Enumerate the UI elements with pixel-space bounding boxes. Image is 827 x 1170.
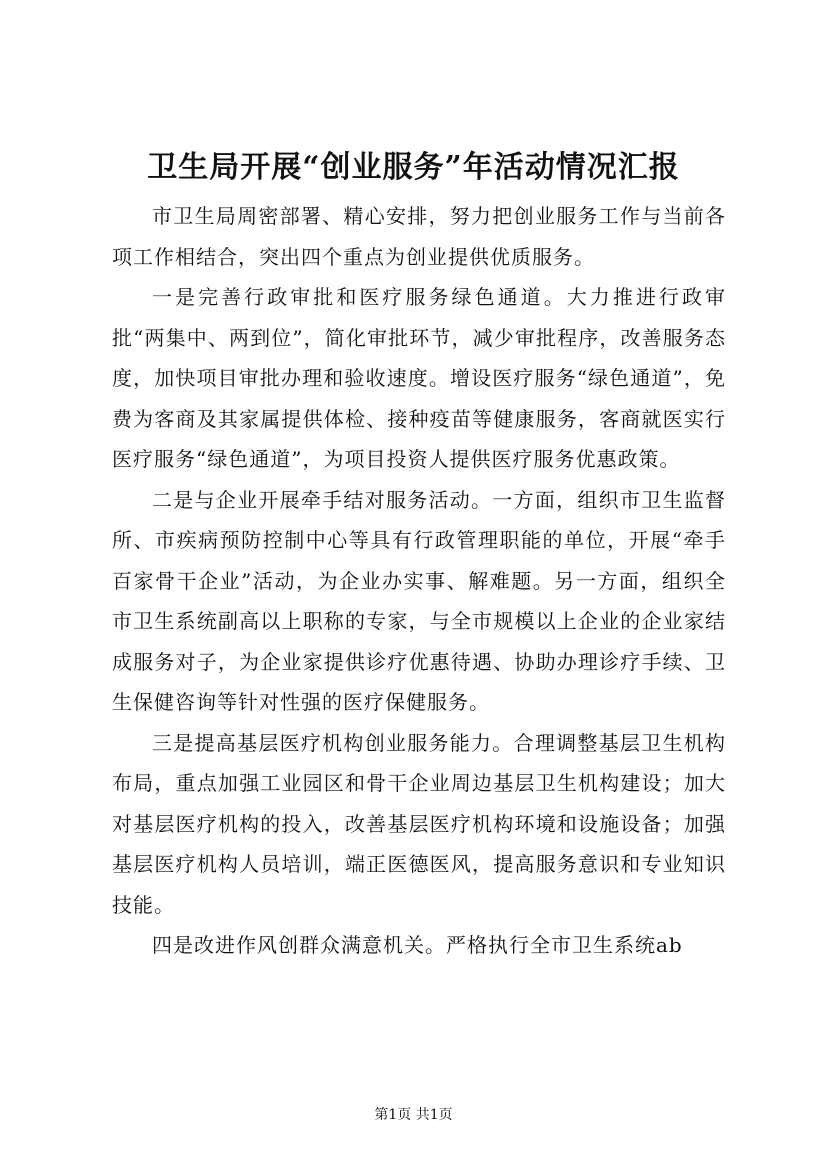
paragraph-point-two: 二是与企业开展牵手结对服务活动。一方面，组织市卫生监督所、市疾病预防控制中心等具有行政管理职能的单位，开展“牵手百家骨干企业”活动，为企业办实事、解难题。另一方面，组织全市卫生系统副高以上职称的专家，与全市规模以上企业的企业家结成服务对子，为企业家提供诊疗优惠待遇、协助办理诊疗手续、卫生保健咨询等针对性强的医疗保健服务。 xyxy=(112,487,726,714)
paragraph-point-three: 三是提高基层医疗机构创业服务能力。合理调整基层卫生机构布局，重点加强工业园区和骨干企业周边基层卫生机构建设；加大对基层医疗机构的投入，改善基层医疗机构环境和设施设备；加强基层医疗机构人员培训，端正医德医风，提高服务意识和专业知识技能。 xyxy=(112,730,726,917)
paragraph-point-one: 一是完善行政审批和医疗服务绿色通道。大力推进行政审批“两集中、两到位”，简化审批环节，减少审批程序，改善服务态度，加快项目审批办理和验收速度。增设医疗服务“绿色通道”，免费为客商及其家属提供体检、接种疫苗等健康服务，客商就医实行医疗服务“绿色通道”，为项目投资人提供医疗服务优惠政策。 xyxy=(112,285,726,471)
document-body xyxy=(112,196,726,966)
paragraph-intro: 市卫生局周密部署、精心安排，努力把创业服务工作与当前各项工作相结合，突出四个重点为创业提供优质服务。 xyxy=(112,204,726,269)
document-title: 卫生局开展“创业服务”年活动情况汇报 xyxy=(147,150,680,185)
page-footer: 第1页 共1页 xyxy=(374,1107,453,1123)
paragraph-point-four: 四是改进作风创群众满意机关。严格执行全市卫生系统ab xyxy=(152,933,683,957)
